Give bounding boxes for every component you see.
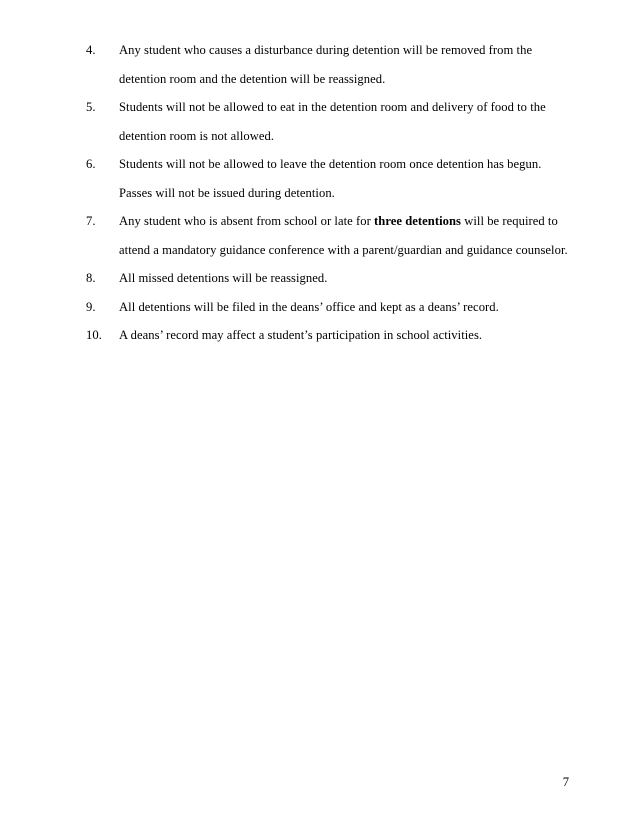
rule-text-line: Any student who causes a disturbance during detention will be removed from the bbox=[119, 43, 533, 57]
rule-text-line: All detentions will be filed in the deans’ office and kept as a deans’ record. bbox=[119, 299, 499, 314]
rule-number: 9. bbox=[86, 299, 96, 314]
rule-4 bbox=[86, 36, 576, 93]
page-number: 7 bbox=[562, 775, 569, 789]
rule-number: 7. bbox=[86, 214, 96, 228]
rule-text-line: Passes will not be issued during detention. bbox=[119, 185, 335, 200]
emphasized-phrase: three detentions bbox=[374, 214, 461, 228]
rule-text-line: Students will not be allowed to eat in the detention room and delivery of food to the bbox=[119, 100, 546, 114]
rule-5 bbox=[86, 93, 576, 150]
rule-text-line: attend a mandatory guidance conference with a parent/guardian and guidance counselor. bbox=[119, 242, 568, 257]
rule-text-segment: will be required to bbox=[461, 214, 558, 228]
rule-number: 5. bbox=[86, 100, 96, 114]
rule-text-line: Students will not be allowed to leave the detention room once detention has begun. bbox=[119, 157, 542, 171]
rule-8 bbox=[86, 264, 576, 293]
rule-number: 8. bbox=[86, 271, 96, 285]
rule-10 bbox=[86, 321, 576, 350]
rule-9 bbox=[86, 293, 576, 322]
rule-7 bbox=[86, 207, 576, 264]
rule-text-line: detention room and the detention will be reassigned. bbox=[119, 71, 386, 86]
rule-text-line: All missed detentions will be reassigned. bbox=[119, 271, 328, 285]
rule-text-segment: Any student who is absent from school or late for bbox=[119, 214, 375, 228]
rule-text-line bbox=[119, 207, 576, 236]
rule-6 bbox=[86, 150, 576, 207]
rule-number: 10. bbox=[86, 328, 102, 342]
rule-text-line: detention room is not allowed. bbox=[119, 128, 275, 143]
rule-number: 6. bbox=[86, 157, 96, 171]
rule-text-line: A deans’ record may affect a student’s participation in school activities. bbox=[119, 328, 483, 342]
rule-number: 4. bbox=[86, 43, 96, 57]
detention-rules-list bbox=[86, 36, 576, 350]
